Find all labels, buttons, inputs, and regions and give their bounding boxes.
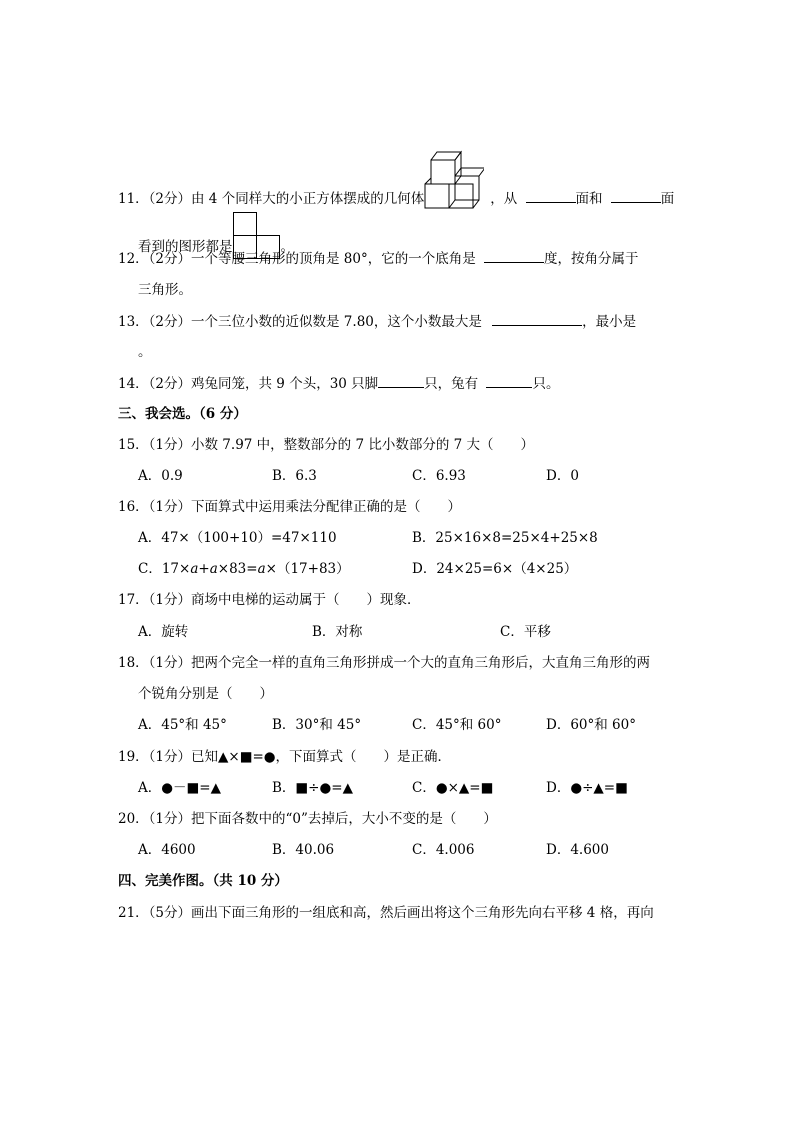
q12-text: 12．（2分）一个等腰三角形的顶角是 80°，它的一个底角是 [118,251,476,267]
q20-option-a[interactable]: A．4600 [138,842,196,858]
q15-option-a[interactable]: A．0.9 [138,468,183,484]
q18-option-b[interactable]: B．30°和 45° [272,717,362,733]
q12-line2: 三角形。 [138,282,192,298]
q12-answer-blank-1[interactable] [484,248,544,263]
q16-c-var2: a [209,561,218,577]
q16-c-var1: a [190,561,199,577]
q14-mid: 只，兔有 [424,376,479,392]
q11-answer-blank-2[interactable] [611,188,661,203]
q16-option-d[interactable]: D．24×25=6×（4×25） [412,561,578,577]
section-3-heading: 三、我会选。（6 分） [118,406,247,422]
q11-prefix: 11．（2分）由 4 个同样大的小正方体摆成的几何体 [118,191,425,207]
q18-option-d[interactable]: D．60°和 60° [546,717,636,733]
q15-option-b[interactable]: B．6.3 [272,468,317,484]
q20-option-b[interactable]: B．40.06 [272,842,335,858]
q19-option-b[interactable]: B．■÷●=▲ [272,780,353,796]
question-18-line2: 个锐角分别是（ ） [138,686,273,702]
q11-from: ，从 [490,191,518,207]
q18-option-a[interactable]: A．45°和 45° [138,717,227,733]
q17-option-c[interactable]: C．平移 [500,624,551,640]
question-20: 20．（1分）把下面各数中的“0”去掉后，大小不变的是（ ） [118,811,497,827]
q13-mid: ，最小是 [582,314,637,330]
q11-answer-blank-1[interactable] [526,188,576,203]
question-12-line1 [118,248,639,269]
question-11-line1 [118,150,674,209]
question-13-line1 [118,311,636,332]
question-14 [118,373,559,394]
q11-line2: 看到的图形都是 [138,239,233,255]
q16-c-part4: ×（17+83） [265,561,350,577]
q14-answer-blank-2[interactable] [486,373,532,388]
cube-solid-figure [424,150,484,212]
q16-option-c[interactable] [138,559,350,579]
question-17: 17．（1分）商场中电梯的运动属于（ ）现象． [118,592,421,608]
q13-text: 13．（2分）一个三位小数的近似数是 7.80，这个小数最大是 [118,314,482,330]
q15-option-d[interactable]: D．0 [546,468,579,484]
q16-option-b[interactable]: B．25×16×8=25×4+25×8 [412,530,598,546]
q16-c-var3: a [257,561,266,577]
q19-option-a[interactable]: A．●－■=▲ [138,780,221,796]
q11-end: 。 [280,239,294,255]
question-13-line2 [138,342,152,362]
section-4-heading: 四、完美作图。（共 10 分） [118,873,288,889]
q16-c-part3: ×83= [217,561,258,577]
q20-option-d[interactable]: D．4.600 [546,842,609,858]
q20-option-c[interactable]: C．4.006 [412,842,475,858]
q17-option-b[interactable]: B．对称 [312,624,363,640]
question-15: 15．（1分）小数 7.97 中，整数部分的 7 比小数部分的 7 大（ ） [118,437,535,453]
q19-option-c[interactable]: C．●×▲=■ [412,780,494,796]
question-16: 16．（1分）下面算式中运用乘法分配律正确的是（ ） [118,499,462,515]
question-18-line1: 18．（1分）把两个完全一样的直角三角形拼成一个大的直角三角形后，大直角三角形的两 [118,655,651,671]
q18-option-c[interactable]: C．45°和 60° [412,717,502,733]
q14-text: 14．（2分）鸡兔同笼，共 9 个头，30 只脚 [118,376,379,392]
q13-answer-blank-1[interactable] [492,311,582,326]
q19-option-d[interactable]: D．●÷▲=■ [546,780,628,796]
question-21: 21．（5分）画出下面三角形的一组底和高，然后画出将这个三角形先向右平移 4 格，再向 [118,905,654,921]
q11-face: 面 [660,191,675,207]
question-19: 19．（1分）已知▲×■=●，下面算式（ ）是正确． [118,749,452,765]
q14-end: 只。 [532,376,560,392]
q12-mid: 度，按角分属于 [544,251,639,267]
q16-c-part1: C．17× [138,561,191,577]
q17-option-a[interactable]: A．旋转 [138,624,189,640]
q13-line2: 。 [138,344,152,360]
q11-face-and: 面和 [575,191,603,207]
q16-c-part2: + [198,561,210,577]
question-12-line2 [138,280,192,300]
q15-option-c[interactable]: C．6.93 [412,468,466,484]
q14-answer-blank-1[interactable] [378,373,424,388]
q16-option-a[interactable]: A．47×（100+10）=47×110 [138,530,337,546]
